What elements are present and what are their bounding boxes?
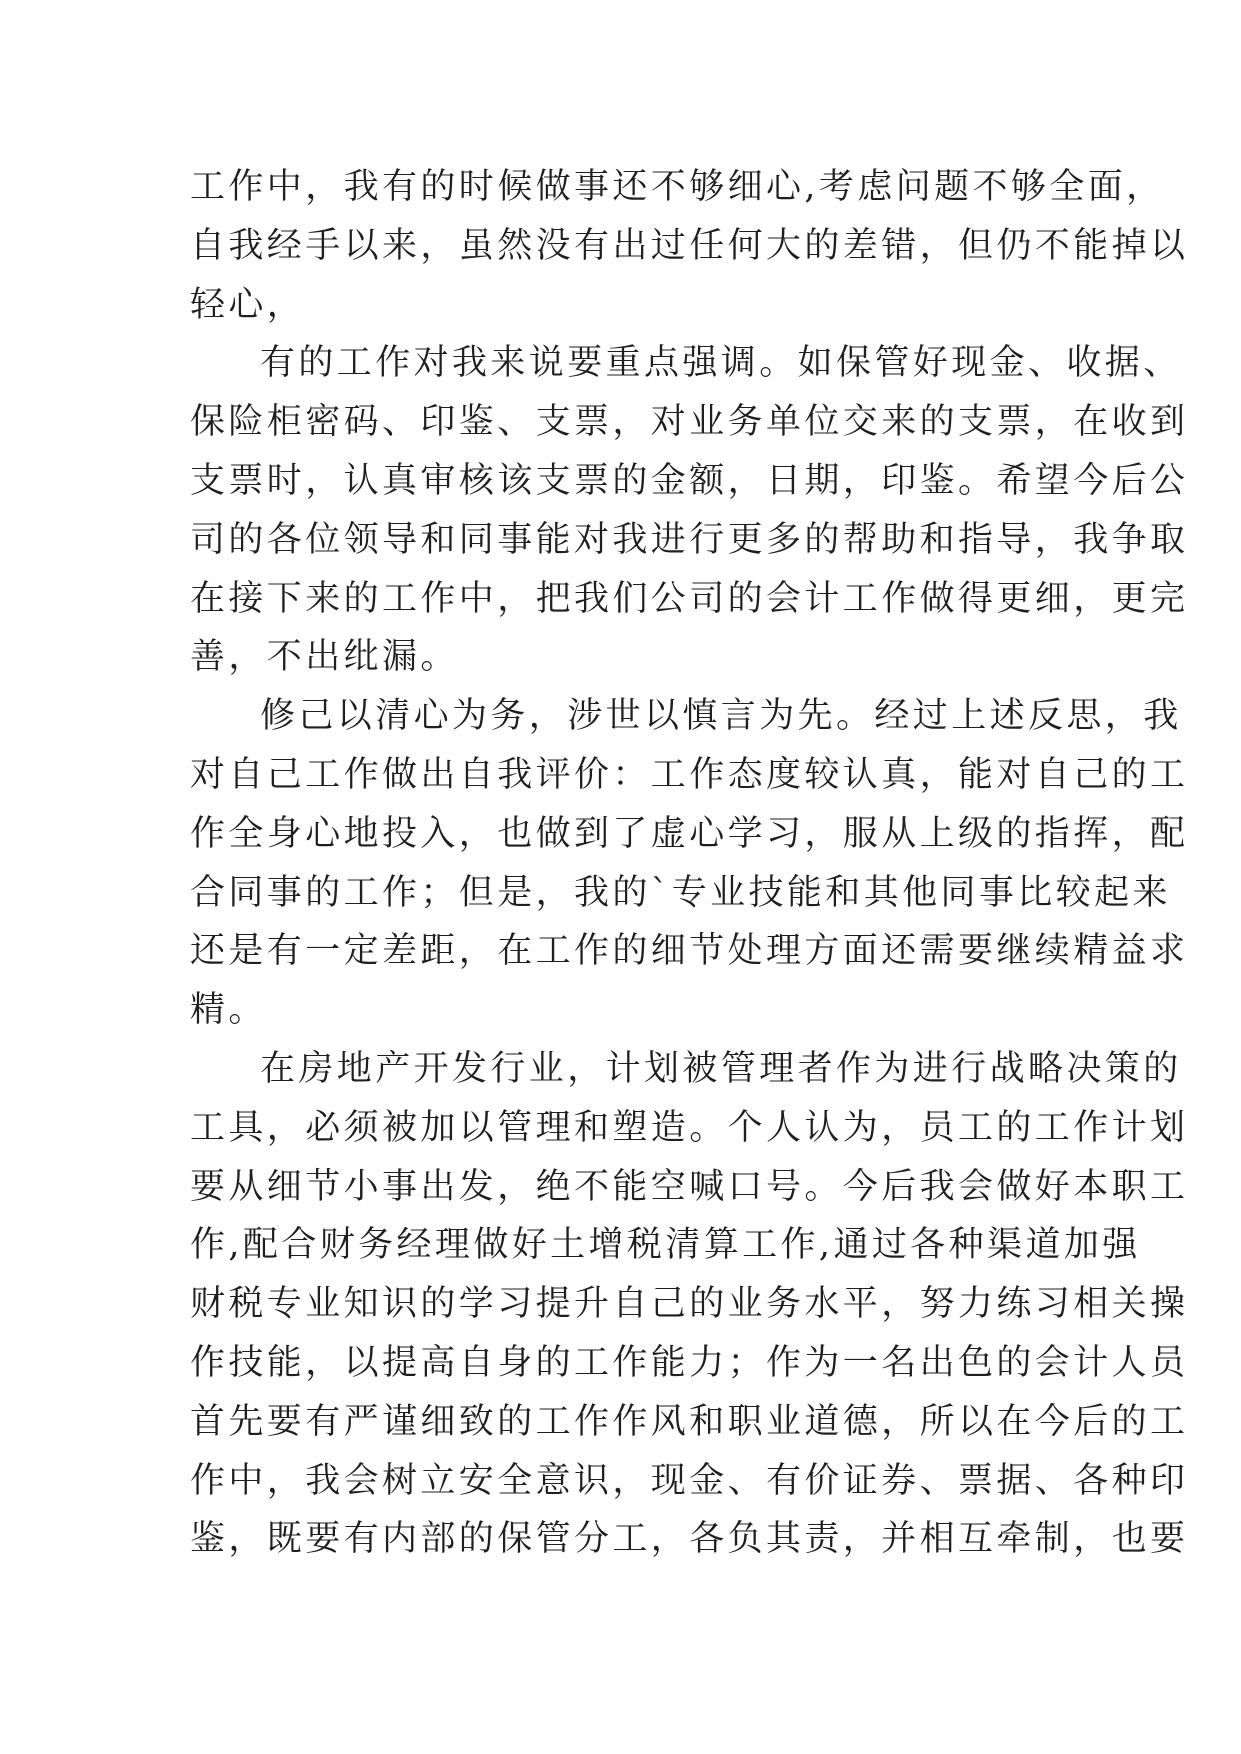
text-line: 首先要有严谨细致的工作作风和职业道德，所以在今后的工 (190, 1401, 1189, 1442)
text-line: 轻心， (190, 284, 306, 325)
document-body (190, 158, 1189, 1569)
text-line: 还是有一定差距，在工作的细节处理方面还需要继续精益求 (190, 931, 1189, 972)
text-line: 在接下来的工作中，把我们公司的会计工作做得更细，更完 (190, 578, 1189, 619)
paragraph-first-line: 在房地产开发行业，计划被管理者作为进行战略决策的 (260, 1048, 1182, 1089)
text-line: 合同事的工作；但是，我的`专业技能和其他同事比较起来 (190, 872, 1171, 913)
text-line: 工作中，我有的时候做事还不够细心,考虑问题不够全面， (190, 167, 1165, 207)
paragraph-first-line: 有的工作对我来说要重点强调。如保管好现金、收据、 (260, 343, 1182, 384)
text-line: 保险柜密码、印鉴、支票，对业务单位交来的支票，在收到 (190, 402, 1189, 443)
text-line: 对自己工作做出自我评价：工作态度较认真，能对自己的工 (190, 754, 1189, 795)
text-line: 要从细节小事出发，绝不能空喊口号。今后我会做好本职工 (190, 1166, 1189, 1207)
text-line: 精。 (190, 990, 267, 1031)
text-line: 支票时，认真审核该支票的金额，日期，印鉴。希望今后公 (190, 460, 1189, 501)
text-line: 作全身心地投入，也做到了虚心学习，服从上级的指挥，配 (190, 813, 1189, 854)
text-line: 财税专业知识的学习提升自己的业务水平，努力练习相关操 (190, 1284, 1189, 1325)
text-line: 鉴，既要有内部的保管分工，各负其责，并相互牵制，也要 (190, 1519, 1189, 1560)
text-line: 作技能，以提高自身的工作能力；作为一名出色的会计人员 (190, 1342, 1189, 1383)
text-line: 作中，我会树立安全意识，现金、有价证券、票据、各种印 (190, 1460, 1189, 1501)
text-line: 善，不出纰漏。 (190, 637, 459, 678)
text-line: 工具，必须被加以管理和塑造。个人认为，员工的工作计划 (190, 1107, 1189, 1148)
text-line: 司的各位领导和同事能对我进行更多的帮助和指导，我争取 (190, 519, 1189, 560)
paragraph-first-line: 修己以清心为务，涉世以慎言为先。经过上述反思，我 (260, 696, 1182, 737)
text-line: 作,配合财务经理做好土增税清算工作,通过各种渠道加强 (190, 1225, 1141, 1266)
text-line: 自我经手以来，虽然没有出过任何大的差错，但仍不能掉以 (190, 225, 1189, 266)
